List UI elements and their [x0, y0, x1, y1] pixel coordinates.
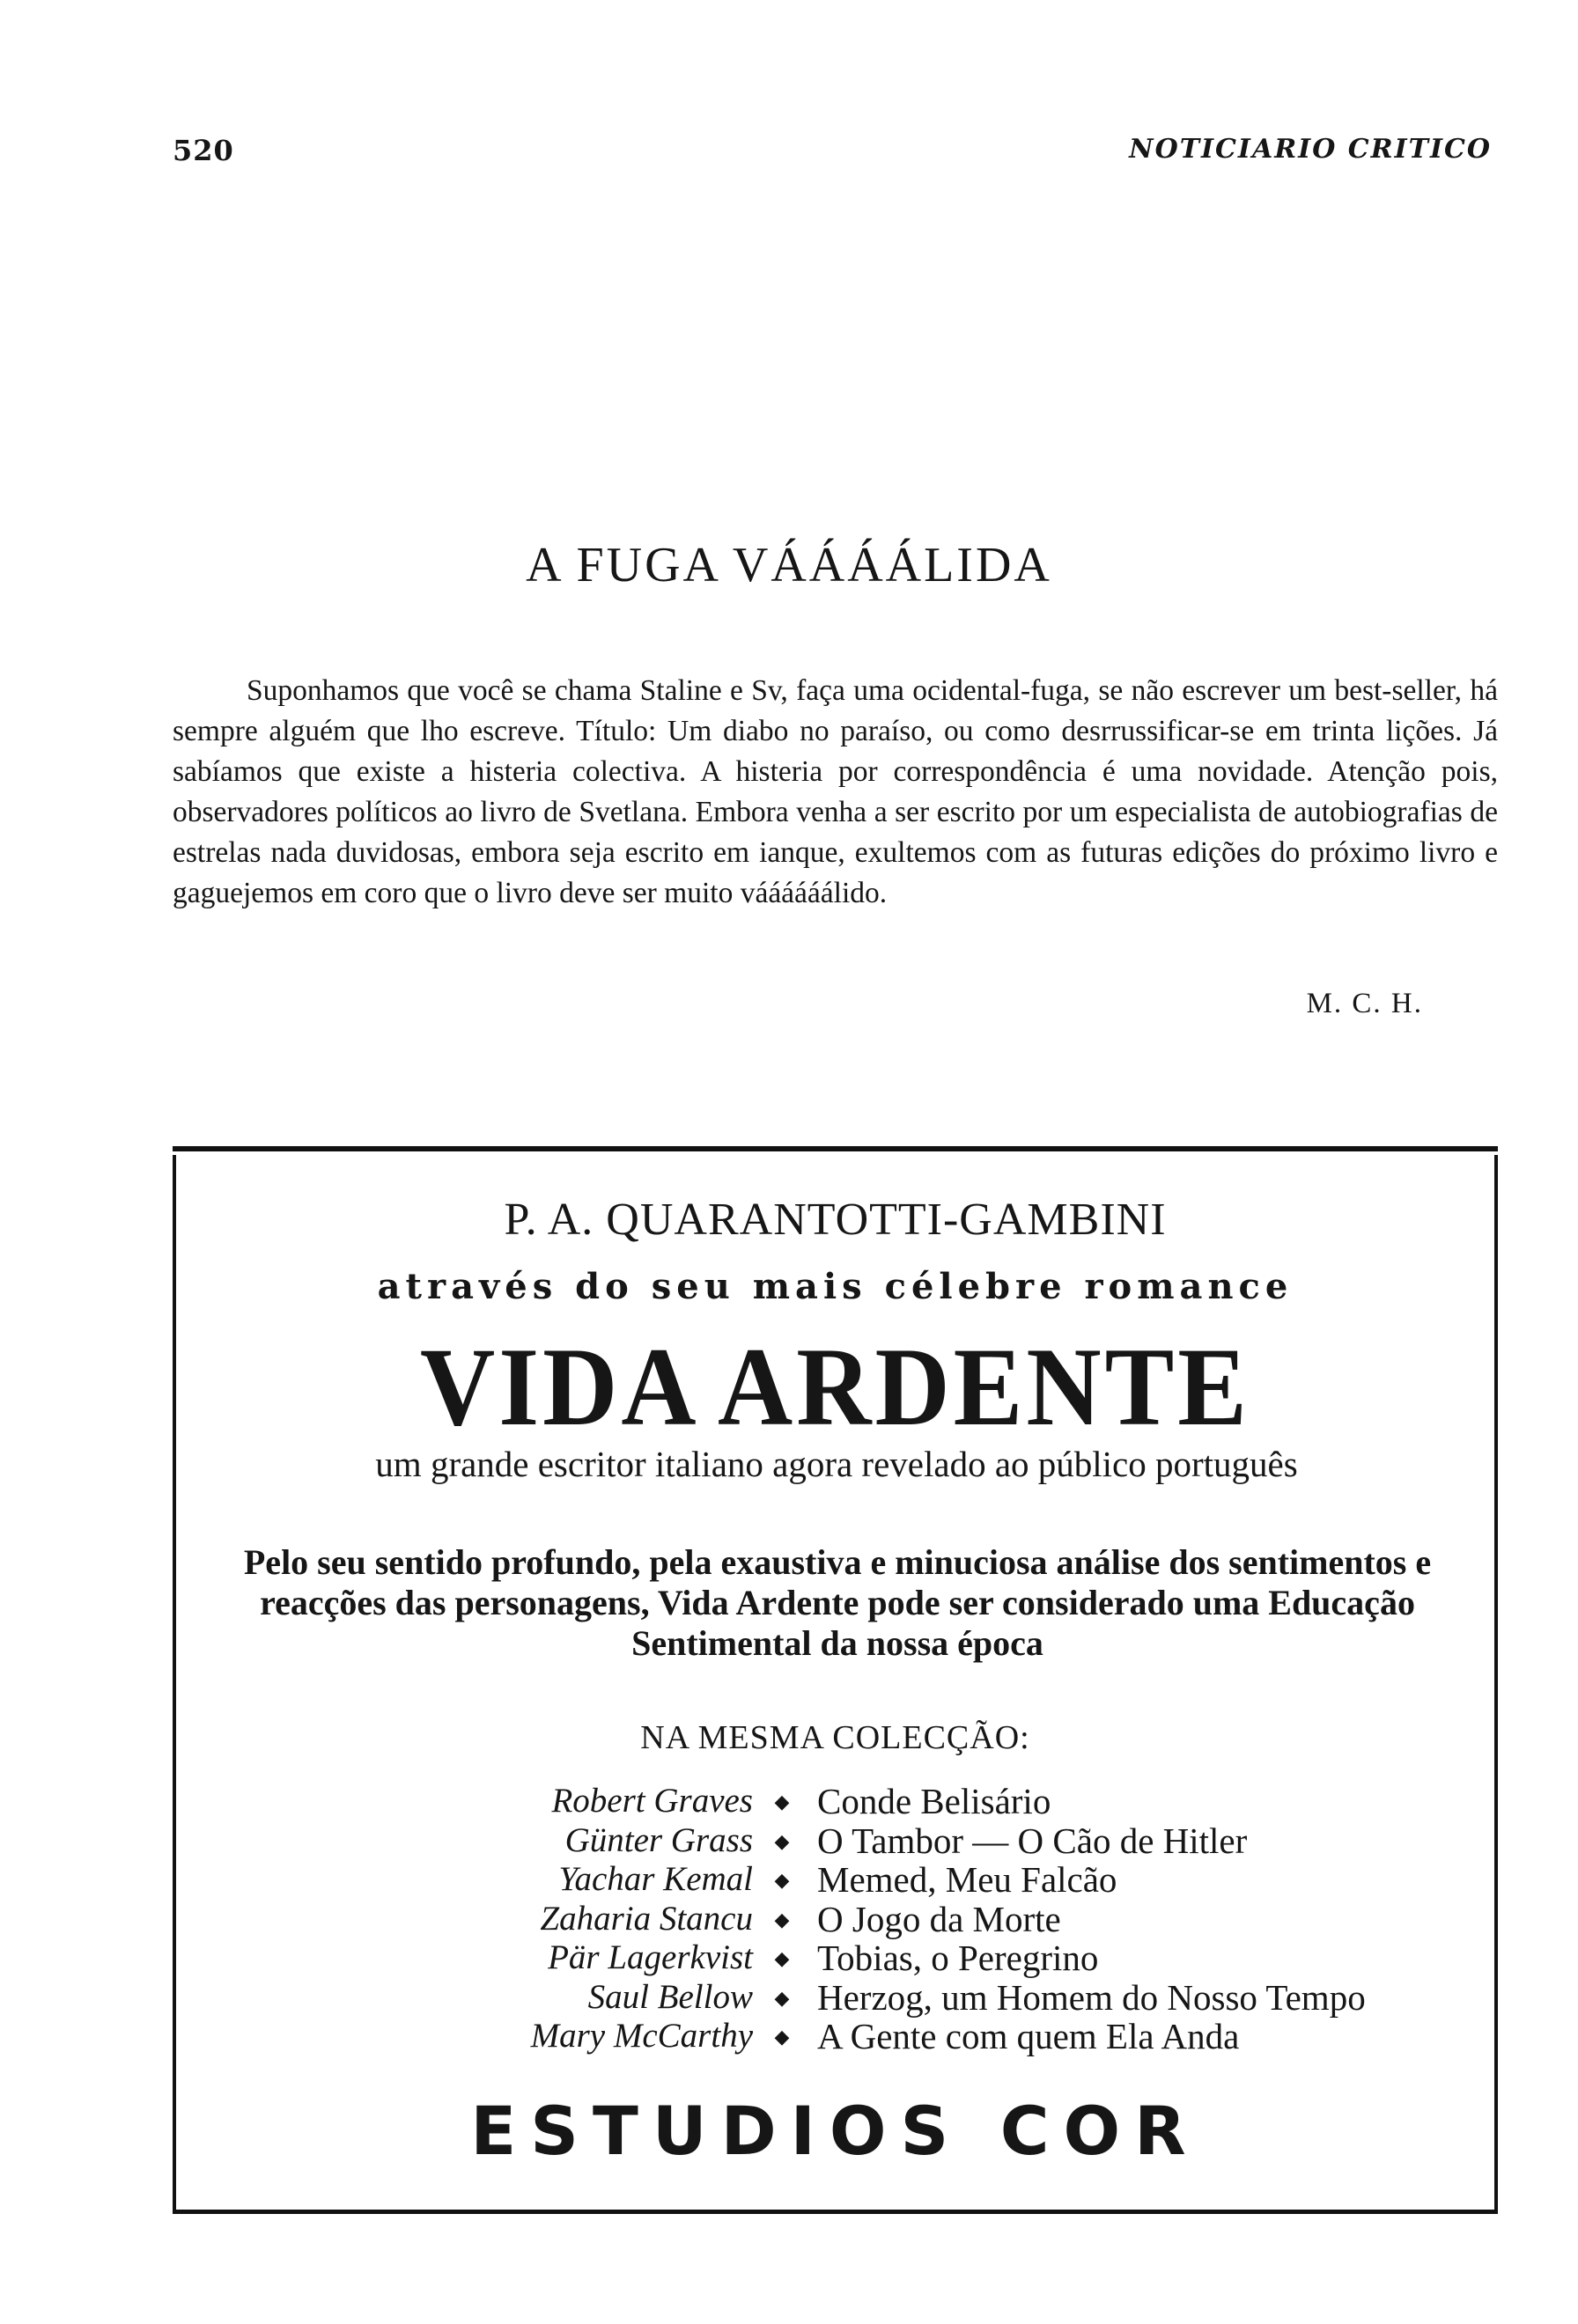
page-number: 520 — [173, 134, 234, 167]
diamond-bullet-icon: ◆ — [774, 2026, 790, 2048]
collection-item-author: Yachar Kemal — [558, 1860, 753, 1898]
collection-item-title: Herzog, um Homem do Nosso Tempo — [817, 1976, 1366, 2018]
collection-item — [173, 1938, 1498, 1978]
diamond-bullet-icon: ◆ — [774, 1908, 790, 1931]
advertisement-author: P. A. QUARANTOTTI-GAMBINI — [504, 1195, 1167, 1245]
collection-item-author: Günter Grass — [564, 1820, 753, 1859]
article-signature: M. C. H. — [1306, 988, 1423, 1019]
collection-item — [173, 1978, 1498, 2018]
collection-item-title: O Tambor — O Cão de Hitler — [817, 1820, 1248, 1861]
diamond-bullet-icon: ◆ — [774, 1986, 790, 2009]
collection-item-title: Tobias, o Peregrino — [817, 1938, 1099, 1978]
collection-item — [173, 1860, 1498, 1900]
collection-item — [173, 1782, 1498, 1821]
collection-item-author: Robert Graves — [551, 1782, 753, 1820]
article-paragraph: Suponhamos que você se chama Staline e Sv, faça uma ocidental-fuga, se não escrever um best-seller, há sempre alguém que lho escreve. Título: Um diabo no paraíso, ou como desrrussificar-se em trinta lições. Já sabíamos que existe a histeria colectiva. A histeria por correspondência é uma novidade. Atenção pois, observadores políticos ao livro de Svetlana. Embora venha a ser escrito por um especialista de autobiografias de estrelas nada duvidosas, embora seja escrito em ianque, exultemos com as futuras edições do próximo livro e gaguejemos em coro que o livro deve ser muito váááááálido. — [173, 674, 1498, 909]
advertisement-book-title: VIDA ARDENTE — [419, 1324, 1251, 1450]
diamond-bullet-icon: ◆ — [774, 1791, 790, 1813]
collection-item-author: Saul Bellow — [587, 1977, 753, 2016]
article-body — [173, 671, 1498, 914]
collection-item-author: Pär Lagerkvist — [548, 1938, 753, 1976]
collection-item-author: Zaharia Stancu — [540, 1899, 753, 1938]
article-title: A FUGA VÁÁÁÁLIDA — [526, 538, 1052, 592]
collection-list — [173, 1782, 1498, 2056]
collection-item-title: O Jogo da Morte — [817, 1898, 1061, 1939]
collection-item-title: A Gente com quem Ela Anda — [817, 2016, 1240, 2056]
collection-item-author: Mary McCarthy — [530, 2017, 753, 2055]
advertisement-tagline: através do seu mais célebre romance — [377, 1266, 1294, 1307]
diamond-bullet-icon: ◆ — [774, 1947, 790, 1969]
diamond-bullet-icon: ◆ — [774, 1829, 790, 1852]
collection-item — [173, 1821, 1498, 1861]
collection-item — [173, 1900, 1498, 1939]
diamond-bullet-icon: ◆ — [774, 1869, 790, 1891]
advertisement-description: Pelo seu sentido profundo, pela exaustiva e minuciosa análise dos sentimentos e reacções das personagens, Vida Ardente pode ser considerado uma Educação Sentimental da nossa época — [243, 1542, 1432, 1663]
collection-item-title: Memed, Meu Falcão — [817, 1859, 1117, 1900]
advertisement-top-rule — [173, 1146, 1498, 1151]
collection-item — [173, 2017, 1498, 2056]
advertisement-publisher: ESTUDIOS COR — [470, 2092, 1200, 2170]
advertisement-subtitle: um grande escritor italiano agora revelado ao público português — [375, 1444, 1298, 1484]
running-head: NOTICIARIO CRITICO — [1129, 134, 1492, 165]
collection-heading: NA MESMA COLECÇÃO: — [640, 1719, 1030, 1756]
collection-item-title: Conde Belisário — [817, 1781, 1051, 1821]
